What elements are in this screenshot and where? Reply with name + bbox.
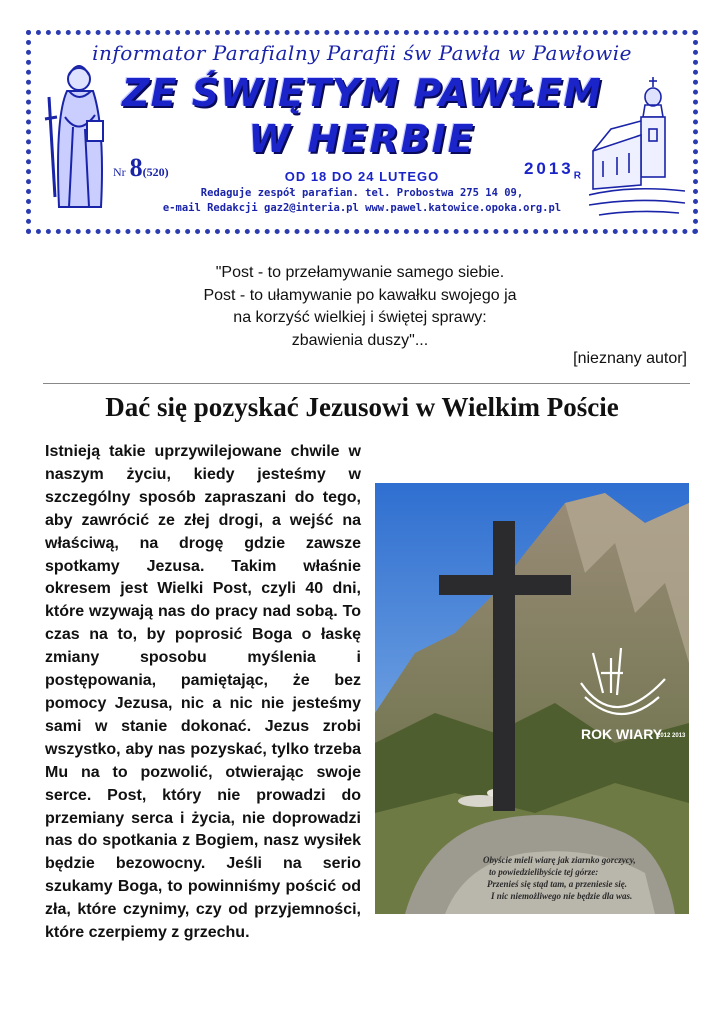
email-web-contact-line: e-mail Redakcji gaz2@interia.pl www.pawel.katowice.opoka.org.pl — [162, 202, 562, 214]
rok-wiary-logo-text: ROK WIARY — [581, 726, 663, 742]
masthead-title-line-1: ZE ŚWIĘTYM PAWŁEM — [121, 71, 603, 115]
quote-line: "Post - to przełamywanie samego siebie. — [215, 264, 505, 281]
article-body — [45, 441, 689, 945]
stone-inscription-line: Obyście mieli wiarę jak ziarnko gorczycy, — [483, 855, 636, 865]
quote-line: zbawienia duszy"... — [291, 331, 429, 349]
issue-label: Nr — [113, 165, 126, 179]
issue-number-value: 8 — [129, 153, 143, 182]
quote-line: Post - to ułamywanie po kawałku swojego ja — [203, 286, 517, 304]
cross-on-mountain-photo — [375, 483, 689, 914]
parish-bulletin-subtitle: informator Parafialny Parafii św Pawła w Pawłowie — [92, 41, 632, 65]
issue-year-suffix: R — [573, 170, 581, 182]
masthead-title-line-2: W HERBIE — [248, 117, 476, 161]
quote-line: na korzyść wielkiej i świętej sprawy: — [233, 309, 487, 326]
stone-inscription-line: Przenieś się stąd tam, a przeniesie się. — [487, 879, 627, 889]
article-text: Istnieją takie uprzywilejowane chwile w naszym życiu, kiedy jesteśmy w szczególny sposób zapraszani do tego, aby zawrócić ze złej drogi, a wejść na właściwą, na drogę gdzie zawsze spotkamy Jezusa. Takim właśnie okresem jest Wielki Post, czyli 40 dni, które wzywają nas do pracy nad sobą. To czas na to, by poprosić Boga o łaskę zmiany sposobu myślenia i postępowania, pamiętając, że bez pomocy Jezusa, nic a nic nie jesteśmy sami w stanie dokonać. Jezus zrobi wszystko, aby nas pozyskać, tylko trzeba Mu na to pozwolić, otwierając swoje serce. Post, który nie prowadzi do przemiany serca i życia, nie doprowadzi nas do spotkania z Bogiem, nasz wysiłek będzie bezowocny. Jeśli na serio szukamy Boga, to powinniśmy pościć od zła, które czynimy, czy od przyjemności, które czerpiemy z grzechu. — [45, 443, 361, 942]
church-illustration-icon — [589, 73, 685, 223]
masthead — [26, 30, 698, 234]
quote-author: [nieznany autor] — [573, 350, 687, 367]
article-title: Dać się pozyskać Jezusowi w Wielkim Poście — [105, 392, 619, 422]
issue-year-value: 2013 — [523, 159, 574, 178]
opening-quote — [90, 262, 630, 352]
issue-year — [524, 159, 581, 181]
issue-dates: OD 18 DO 24 LUTEGO — [284, 169, 440, 184]
stone-inscription-line: to powiedzielibyście tej górze: — [489, 867, 599, 877]
stone-inscription-line: I nic niemożliwego nie będzie dla was. — [491, 891, 633, 901]
issue-total: (520) — [142, 165, 169, 179]
divider — [43, 383, 690, 384]
rok-wiary-logo-years: 2012 2013 — [657, 733, 686, 739]
editorial-contact-line: Redaguje zespół parafian. tel. Probostwa 275 14 09, — [200, 187, 524, 199]
